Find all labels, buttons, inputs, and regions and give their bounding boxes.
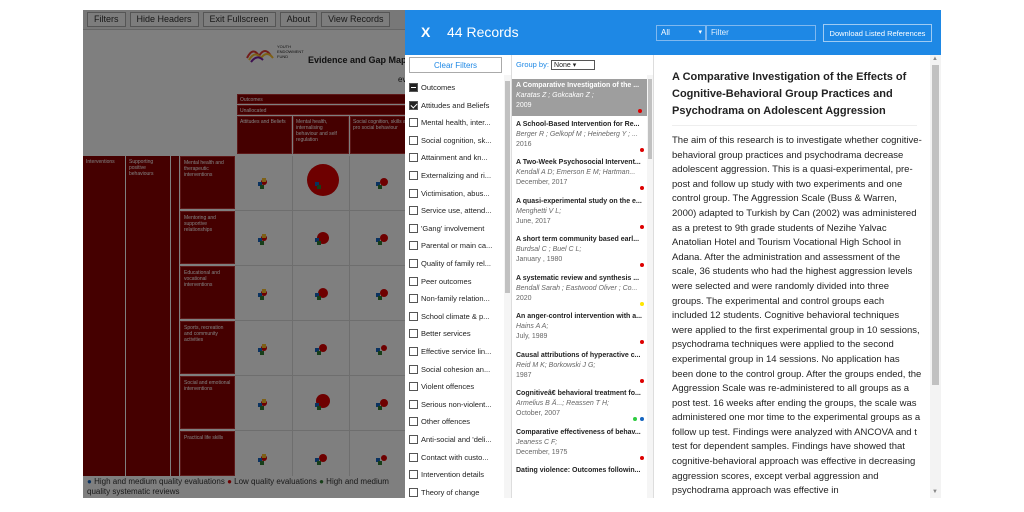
quality-dot-icon [638, 109, 642, 113]
filter-item[interactable] [409, 413, 503, 430]
filter-label: Parental or main ca... [421, 241, 493, 251]
record-date: 2009 [516, 102, 532, 109]
chevron-down-icon: ▾ [698, 29, 702, 36]
checkbox[interactable] [409, 488, 418, 497]
record-title: Dating violence: Outcomes followin... [516, 467, 641, 474]
checkbox[interactable] [409, 171, 418, 180]
record-date: October, 2007 [516, 410, 560, 417]
filter-item[interactable] [409, 343, 503, 360]
filter-item[interactable] [409, 167, 503, 184]
record-item[interactable] [516, 426, 648, 463]
record-item[interactable] [512, 79, 650, 116]
record-authors: Kendall A D; Emerson E M; Hartman... [516, 169, 636, 176]
filter-label: Attitudes and Beliefs [421, 100, 490, 110]
record-date: July, 1989 [516, 333, 548, 340]
quality-dot-icon [640, 302, 644, 306]
checkbox[interactable] [409, 382, 418, 391]
group-by-select[interactable]: None ▾ [551, 60, 595, 70]
checkbox[interactable] [409, 312, 418, 321]
record-item[interactable] [516, 233, 648, 270]
record-date: December, 1975 [516, 448, 568, 456]
filter-item[interactable] [409, 202, 503, 219]
filter-label: Theory of change [421, 487, 480, 497]
filter-label: Mental health, inter... [421, 118, 491, 128]
filter-item[interactable] [409, 325, 503, 342]
record-title: A Comparative Investigation of the ... [516, 82, 640, 89]
record-item[interactable] [516, 272, 648, 309]
filter-item[interactable] [409, 449, 503, 466]
record-item[interactable] [516, 310, 648, 347]
record-authors: Hains A A; [516, 323, 549, 330]
record-title: A systematic review and synthesis ... [516, 274, 640, 282]
checkbox[interactable] [409, 453, 418, 462]
record-title: Cognitiveâ€ behavioral treatment fo... [516, 390, 641, 397]
filter-input[interactable]: Filter [706, 25, 816, 41]
scroll-down-icon[interactable]: ▼ [932, 489, 938, 495]
filter-item[interactable] [409, 149, 503, 166]
group-by-control[interactable]: Group by: None ▾ [516, 60, 595, 70]
download-references-button[interactable]: Download Listed References [823, 24, 932, 42]
checkbox[interactable] [409, 400, 418, 409]
record-authors: Reid M K; Borkowski J G; [516, 361, 596, 369]
filter-label: Attainment and kn... [421, 153, 488, 163]
filter-label: School climate & p... [421, 311, 490, 321]
record-item[interactable] [516, 156, 648, 193]
scope-select[interactable]: All ▾ [656, 25, 706, 41]
filter-item[interactable] [409, 185, 503, 202]
filter-label: Social cohesion an... [421, 364, 491, 374]
filter-label: Intervention details [421, 470, 484, 480]
filter-label: Anti-social and 'deli... [421, 435, 492, 444]
quality-dot-icon [633, 417, 637, 421]
filter-label: Serious non-violent... [421, 399, 492, 409]
filter-label: Non-family relation... [421, 294, 490, 304]
filter-label: Violent offences [421, 382, 475, 392]
filter-label: Better services [421, 329, 471, 339]
checkbox[interactable] [409, 189, 418, 198]
close-button[interactable]: X [421, 24, 431, 40]
filter-label: Social cognition, sk... [421, 135, 492, 145]
quality-dot-icon [640, 417, 644, 421]
modal-backdrop[interactable] [83, 10, 405, 498]
record-item[interactable] [516, 195, 648, 232]
filter-item[interactable] [409, 97, 503, 114]
filter-item[interactable] [409, 308, 503, 325]
record-authors: Berger R ; Gelkopf M ; Heineberg Y ; ... [516, 130, 638, 138]
records-column [512, 55, 654, 498]
checkbox[interactable] [409, 435, 418, 444]
checkbox[interactable] [409, 224, 418, 233]
record-item[interactable] [516, 349, 648, 386]
quality-dot-icon [640, 456, 644, 460]
detail-scrollbar[interactable] [930, 55, 941, 498]
checkbox[interactable] [409, 294, 418, 303]
record-date: January , 1980 [516, 256, 563, 263]
filter-item[interactable] [409, 114, 503, 131]
filter-item[interactable] [409, 378, 503, 395]
checkbox[interactable] [409, 277, 418, 286]
filter-label: Contact with custo... [421, 452, 489, 462]
checkbox[interactable] [409, 329, 418, 338]
record-authors: Burdsal C ; Buel C L; [516, 246, 582, 253]
records-scrollbar[interactable] [647, 75, 653, 498]
checkbox[interactable] [409, 470, 418, 479]
checkbox[interactable] [409, 347, 418, 356]
filter-item[interactable] [409, 255, 503, 272]
record-date: December, 2017 [516, 179, 568, 186]
record-title: An anger-control intervention with a... [516, 313, 643, 320]
record-authors: Menghetti V L; [516, 207, 562, 215]
records-panel [405, 10, 941, 498]
checkbox[interactable] [409, 241, 418, 250]
filter-item[interactable] [409, 132, 503, 149]
filter-label: Effective service lin... [421, 347, 492, 356]
filter-item[interactable] [409, 466, 503, 483]
filter-item[interactable] [409, 220, 503, 237]
record-authors: Karatas Z ; Gokcakan Z ; [516, 92, 594, 99]
record-authors: Jeaness C F; [516, 438, 558, 446]
checkbox[interactable] [409, 417, 418, 426]
record-title: A short term community based earl... [516, 236, 640, 243]
record-title: A Two-Week Psychosocial Intervent... [516, 159, 641, 166]
filter-label: Other offences [421, 417, 471, 427]
filter-item[interactable] [409, 79, 503, 96]
checkbox[interactable] [409, 206, 418, 215]
quality-dot-icon [640, 263, 644, 267]
record-item[interactable] [516, 118, 648, 155]
filter-item[interactable] [409, 237, 503, 254]
checkbox[interactable] [409, 136, 418, 145]
records-count: 44 Records [447, 24, 519, 40]
record-item[interactable] [516, 464, 648, 498]
filter-item[interactable] [409, 361, 503, 378]
record-title: Causal attributions of hyperactive c... [516, 351, 641, 359]
quality-dot-icon [640, 225, 644, 229]
filter-label: Victimisation, abus... [421, 188, 490, 198]
filter-label: Quality of family rel... [421, 259, 492, 268]
record-title: A quasi-experimental study on the e... [516, 197, 642, 205]
record-detail [654, 55, 941, 498]
checkbox[interactable] [409, 101, 418, 110]
record-title: Comparative effectiveness of behav... [516, 428, 641, 436]
record-item[interactable] [516, 387, 648, 424]
record-date: 1987 [516, 371, 532, 379]
filter-item[interactable] [409, 431, 503, 448]
filter-item[interactable] [409, 484, 503, 498]
filter-label: 'Gang' involvement [421, 223, 485, 233]
divider [672, 125, 917, 126]
quality-dot-icon [640, 186, 644, 190]
record-title: A Comparative Investigation of the Effects of Cognitive-Behavioral Group Practices and Psychodrama on Adolescent Aggression [672, 71, 907, 117]
record-date: June, 2017 [516, 217, 551, 225]
record-abstract: The aim of this research is to investigate whether cognitive-behavioral group practices and psychodrama decrease adolescent aggression. This is a quasi-experimental, pre-post and follow up study with two experiments and one control group. The Aggression Scale (Buss & Warren, 2000) adapted to Turkish by Can (2002) was administered as a pretest to 9th grade students of Nezihe Yalvac Anatolian Hotel and Tourism Vocational High School in Adana. After the administration and assessment of the scale, 36 students who had the highest aggression levels were selected and were randomly divided into three groups. The experimental and control groups each included 12 students. Cognitive behavioral techniques were applied to the first experimental group in 10 sessions, psychodrama techniques were applied to the second experimental group in 14 sessions. No application has been done to the control group. After the groups ended, the Aggression Scale was re-administered to all groups as a post test. 16 weeks after ending the groups, the scale was administered one mor time to the experimental groups as a follow up test. Findings were analyzed with ANCOVA and t test for dependent samples. Findings have showed that cognitive-behavioral approach was effective in decreasing aggression scores, except verbal aggression and psychodrama approach was effective in [672, 135, 922, 497]
filter-column [405, 55, 512, 498]
filter-label: Peer outcomes [421, 276, 472, 286]
record-date: 2016 [516, 140, 532, 148]
record-date: 2020 [516, 294, 532, 302]
checkbox[interactable] [409, 118, 418, 127]
checkbox[interactable] [409, 365, 418, 374]
filter-scrollbar[interactable] [504, 75, 511, 498]
checkbox[interactable] [409, 153, 418, 162]
quality-dot-icon [640, 340, 644, 344]
record-title: A School-Based Intervention for Re... [516, 120, 640, 128]
checkbox[interactable] [409, 83, 418, 92]
checkbox[interactable] [409, 259, 418, 268]
filter-label: Service use, attend... [421, 206, 492, 216]
filter-item[interactable] [409, 273, 503, 290]
scroll-up-icon[interactable]: ▲ [932, 56, 938, 62]
quality-dot-icon [640, 379, 644, 383]
quality-dot-icon [640, 148, 644, 152]
filter-item[interactable] [409, 290, 503, 307]
record-authors: Armelius B Ã...; Reassen T H; [516, 400, 609, 407]
filter-label: Externalizing and ri... [421, 171, 492, 180]
filter-label: Outcomes [421, 83, 456, 92]
records-topbar [405, 10, 941, 55]
record-authors: Bendall Sarah ; Eastwood Oliver ; Co... [516, 284, 638, 292]
clear-filters-button[interactable]: Clear Filters [409, 57, 502, 73]
filter-item[interactable] [409, 396, 503, 413]
